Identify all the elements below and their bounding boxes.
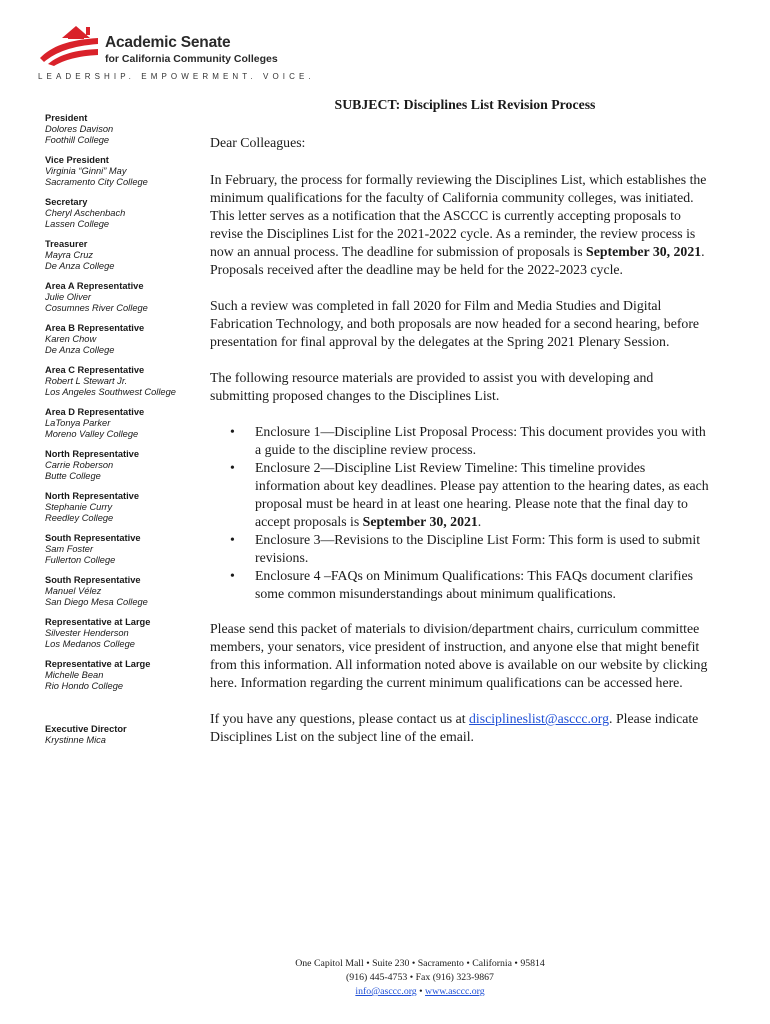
- officer-name: Stephanie Curry: [45, 502, 113, 512]
- org-name: Academic Senate: [105, 34, 231, 51]
- officer-entry: [45, 533, 205, 566]
- enclosure-list: [210, 423, 710, 603]
- officer-name: Virginia “Ginni” May: [45, 166, 127, 176]
- paragraph-text: If you have any questions, please contact us at: [210, 711, 469, 726]
- footer-address-line: One Capitol Mall • Suite 230 • Sacramento • California • 95814: [295, 958, 545, 969]
- officer-college: Los Angeles Southwest College: [45, 387, 176, 397]
- list-item-text: Enclosure 1—Discipline List Proposal Process: This document provides you with a guide to the discipline review process.: [255, 424, 706, 457]
- list-item-text: Enclosure 4 –FAQs on Minimum Qualifications: This FAQs document clarifies some common misunderstandings about minimum qualifications.: [255, 568, 693, 601]
- officer-college: De Anza College: [45, 261, 115, 271]
- paragraph-text: In February, the process for formally reviewing the Disciplines List, which establishes the minimum qualifications for the faculty of California community colleges, was initiated. This letter serves as a notification that the ASCCC is currently accepting proposals to revise the Disciplines List for the 2021-2022 cycle. As a reminder, the review process is now an annual process. The deadline for submission of proposals is: [210, 172, 707, 259]
- list-item: [210, 459, 710, 531]
- officer-title: North Representative: [45, 449, 140, 459]
- officer-name: Mayra Cruz: [45, 250, 94, 260]
- contact-email-link[interactable]: disciplineslist@asccc.org: [469, 711, 610, 726]
- salutation: Dear Colleagues:: [210, 135, 306, 150]
- officer-title: Area D Representative: [45, 407, 145, 417]
- officer-entry: [45, 281, 205, 314]
- officer-entry: [45, 575, 205, 608]
- officer-college: San Diego Mesa College: [45, 597, 148, 607]
- officer-entry: [45, 407, 205, 440]
- officer-entry: [45, 197, 205, 230]
- officer-college: Cosumnes River College: [45, 303, 148, 313]
- officer-college: Lassen College: [45, 219, 110, 229]
- footer-website-link[interactable]: www.asccc.org: [425, 986, 485, 997]
- footer-links: [210, 985, 630, 999]
- officer-entry: [45, 323, 205, 356]
- list-item-text: .: [477, 514, 482, 529]
- officer-title: Area A Representative: [45, 281, 144, 291]
- bullet-icon: •: [230, 460, 235, 475]
- officer-college: Moreno Valley College: [45, 429, 139, 439]
- officer-title: Secretary: [45, 197, 88, 207]
- letter-body: [210, 96, 710, 764]
- officer-entry: [45, 113, 205, 146]
- school-house-icon: [38, 24, 100, 66]
- officer-title: President: [45, 113, 88, 123]
- paragraph-text: . Please indicate Disciplines List on the subject line of the email.: [210, 711, 699, 744]
- officer-name: LaTonya Parker: [45, 418, 111, 428]
- officer-title: South Representative: [45, 533, 141, 543]
- footer-phone-line: (916) 445-4753 • Fax (916) 323-9867: [346, 972, 494, 983]
- officer-name: Julie Oliver: [45, 292, 91, 302]
- paragraph-distribution: Please send this packet of materials to division/department chairs, curriculum committee members, your senators, vice president of instruction, and anyone else that might benefit from this information. All information noted above is available on our website by clicking here. Information regarding the current minimum qualifications can be accessed here.: [210, 621, 708, 690]
- paragraph-review: Such a review was completed in fall 2020 for Film and Media Studies and Digital Fabrication Technology, and both proposals are now headed for a second hearing, before presentation for final approval by the delegates at the Spring 2021 Plenary Session.: [210, 298, 700, 349]
- paragraph-intro: [210, 171, 710, 279]
- officer-entry: [45, 617, 205, 650]
- officer-title: Executive Director: [45, 724, 127, 734]
- officer-college: Fullerton College: [45, 555, 116, 565]
- officer-name: Manuel Vélez: [45, 586, 102, 596]
- officer-college: Foothill College: [45, 135, 110, 145]
- officer-name: Cheryl Aschenbach: [45, 208, 126, 218]
- officer-name: Robert L Stewart Jr.: [45, 376, 128, 386]
- officer-entry: [45, 449, 205, 482]
- footer-address: [210, 957, 630, 999]
- officer-title: Area C Representative: [45, 365, 145, 375]
- officer-college: De Anza College: [45, 345, 115, 355]
- bullet-icon: •: [230, 532, 235, 547]
- officer-title: Area B Representative: [45, 323, 145, 333]
- officer-title: Vice President: [45, 155, 109, 165]
- deadline-date: September 30, 2021: [586, 244, 702, 259]
- officer-name: Krystinne Mica: [45, 735, 106, 745]
- officer-entry: [45, 491, 205, 524]
- officer-college: Los Medanos College: [45, 639, 135, 649]
- letter-subject: SUBJECT: Disciplines List Revision Process: [334, 97, 596, 112]
- officer-entry: [45, 365, 205, 398]
- officer-name: Karen Chow: [45, 334, 97, 344]
- officer-title: Representative at Large: [45, 617, 151, 627]
- org-subtitle: for California Community Colleges: [105, 53, 278, 65]
- list-item-text: Enclosure 2—Discipline List Review Timeline: This timeline provides information about key deadlines. Please pay attention to the hearing dates, as each proposal must be heard in at least one hearing. Please note that the final day to accept proposals is: [255, 460, 709, 529]
- officer-college: Reedley College: [45, 513, 114, 523]
- officer-entry: [45, 659, 205, 692]
- footer-separator: •: [416, 986, 426, 997]
- officer-name: Dolores Davison: [45, 124, 114, 134]
- officer-title: Treasurer: [45, 239, 88, 249]
- officer-title: Representative at Large: [45, 659, 151, 669]
- list-item-text: Enclosure 3—Revisions to the Discipline List Form: This form is used to submit revisions.: [255, 532, 701, 565]
- list-item: [210, 423, 710, 459]
- officer-list: [45, 113, 205, 755]
- paragraph-resources: The following resource materials are provided to assist you with developing and submitting proposed changes to the Disciplines List.: [210, 370, 654, 403]
- bullet-icon: •: [230, 424, 235, 439]
- bullet-icon: •: [230, 568, 235, 583]
- list-item: [210, 567, 710, 603]
- officer-name: Sam Foster: [45, 544, 94, 554]
- officer-name: Carrie Roberson: [45, 460, 114, 470]
- officer-title: South Representative: [45, 575, 141, 585]
- officer-entry: [45, 239, 205, 272]
- officer-title: North Representative: [45, 491, 140, 501]
- executive-director-entry: [45, 724, 205, 746]
- officer-college: Butte College: [45, 471, 101, 481]
- officer-entry: [45, 155, 205, 188]
- list-item: [210, 531, 710, 567]
- deadline-date: September 30, 2021: [362, 514, 478, 529]
- tagline: LEADERSHIP. EMPOWERMENT. VOICE.: [38, 72, 315, 81]
- officer-college: Sacramento City College: [45, 177, 148, 187]
- officer-name: Silvester Henderson: [45, 628, 129, 638]
- officer-name: Michelle Bean: [45, 670, 104, 680]
- paragraph-contact: [210, 710, 710, 746]
- footer-email-link[interactable]: info@asccc.org: [355, 986, 417, 997]
- paragraph-text: . Proposals received after the deadline may be held for the 2022-2023 cycle.: [210, 244, 705, 277]
- officer-college: Rio Hondo College: [45, 681, 124, 691]
